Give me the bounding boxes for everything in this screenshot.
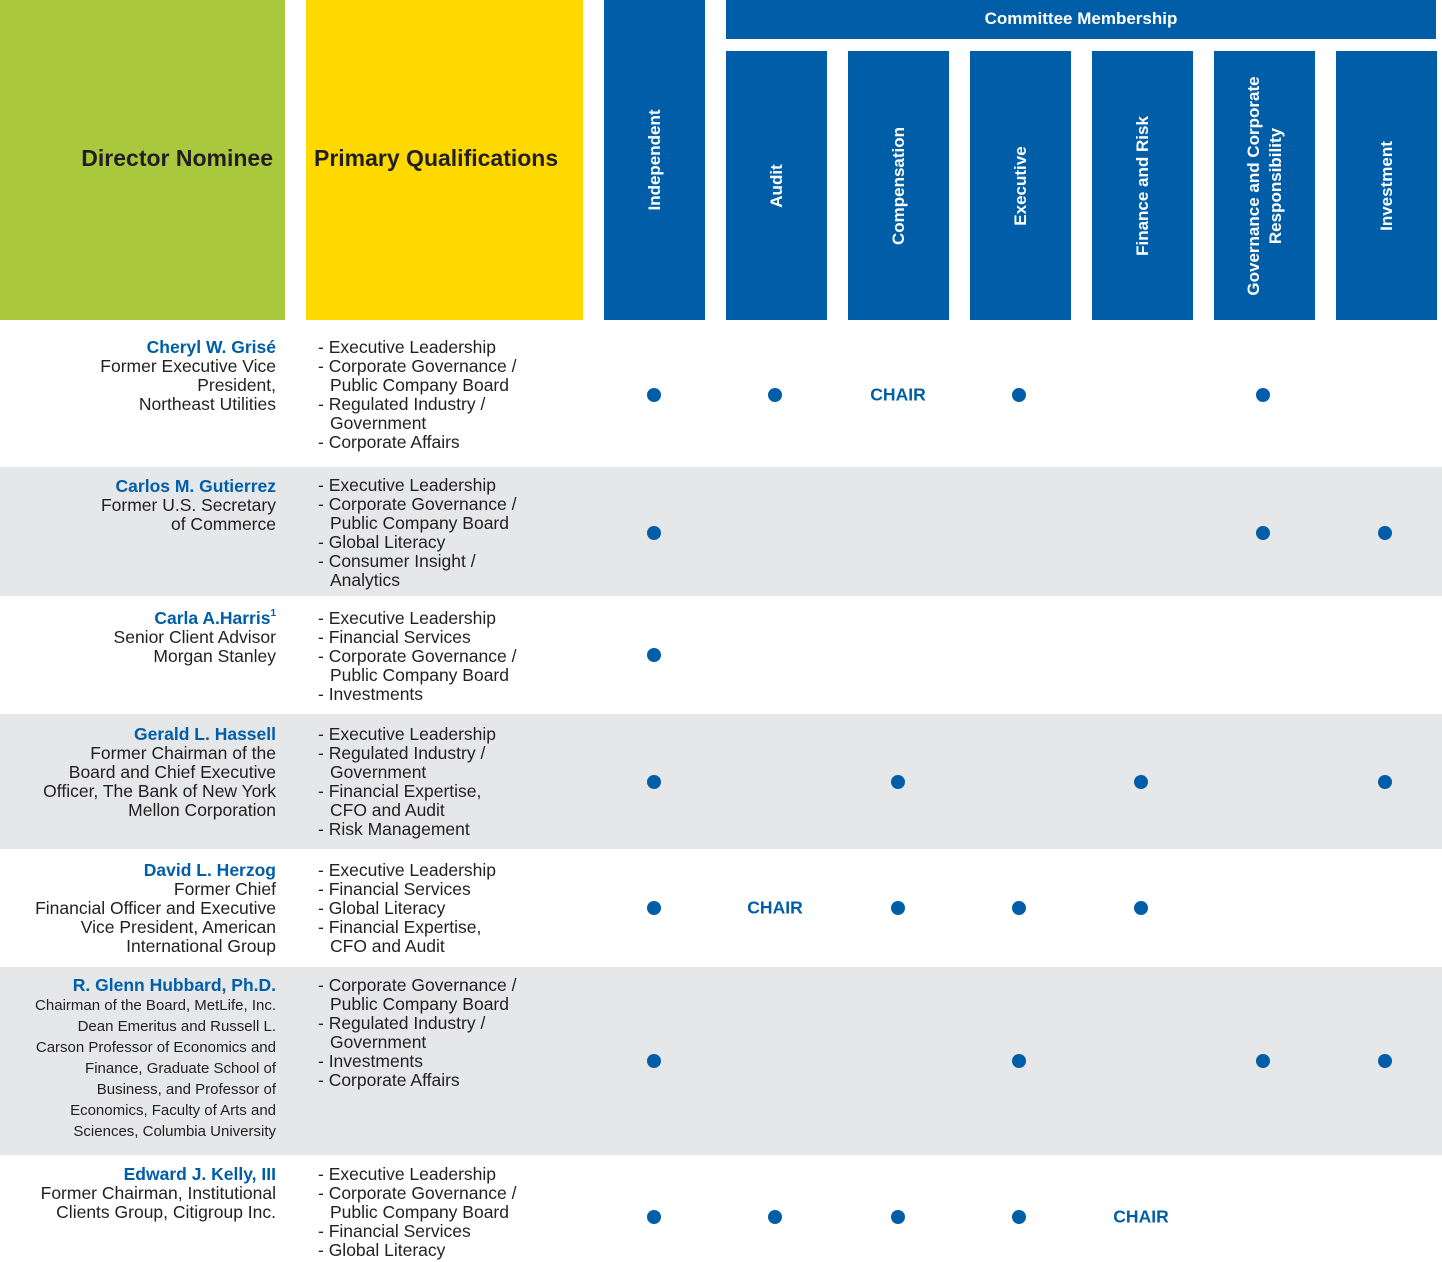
qualification-item: - Corporate Governance / Public Company Board <box>318 646 517 685</box>
governance-heading-line1: Governance and Corporate <box>1243 75 1263 296</box>
qualifications-list <box>318 861 496 956</box>
header-finance-risk <box>1092 51 1193 320</box>
investment-member-dot <box>1378 1054 1392 1068</box>
independent-heading: Independent <box>644 109 664 211</box>
director-title-line: Business, and Professor of <box>96 1081 276 1098</box>
investment-heading: Investment <box>1376 140 1396 231</box>
director-row <box>0 1155 1442 1262</box>
qualifications-list <box>318 976 516 1090</box>
executive-heading: Executive <box>1010 145 1030 226</box>
qualification-item: - Regulated Industry / Government <box>318 1013 486 1052</box>
qualification-item: - Executive Leadership <box>318 608 497 628</box>
compensation-chair-label: CHAIR <box>870 384 926 405</box>
governance-member-dot <box>1256 526 1270 540</box>
qualification-item: - Financial Services <box>318 1221 471 1241</box>
compensation-member-dot <box>891 1210 905 1224</box>
qualification-item: - Financial Services <box>318 879 471 899</box>
audit-member-dot <box>768 1210 782 1224</box>
director-title-line: President, <box>197 375 276 395</box>
qualification-item: - Risk Management <box>318 819 470 839</box>
governance-member-dot <box>1256 1054 1270 1068</box>
qualification-item: - Investments <box>318 684 424 704</box>
compensation-member-dot <box>891 901 905 915</box>
primary-qualifications-heading: Primary Qualifications <box>314 145 559 171</box>
independent-member-dot <box>647 648 661 662</box>
header-director-nominee <box>0 0 285 320</box>
qualification-item: - Executive Leadership <box>318 475 497 495</box>
governance-heading <box>1243 76 1287 295</box>
qualification-item: - Global Literacy <box>318 532 446 552</box>
director-name: Edward J. Kelly, III <box>123 1164 276 1184</box>
header-independent <box>604 0 705 320</box>
qualification-item: - Executive Leadership <box>318 860 497 880</box>
qualification-item: - Regulated Industry / Government <box>318 394 486 433</box>
qualification-item: - Regulated Industry / Government <box>318 743 486 782</box>
independent-member-dot <box>647 388 661 402</box>
header-investment <box>1336 51 1437 320</box>
compensation-heading: Compensation <box>888 126 908 245</box>
qualification-item: - Corporate Governance / Public Company Board <box>318 1183 517 1222</box>
director-title-line: Clients Group, Citigroup Inc. <box>56 1202 276 1222</box>
investment-member-dot <box>1378 526 1392 540</box>
director-row <box>0 596 1442 714</box>
director-info <box>43 725 276 820</box>
finance-risk-chair-label: CHAIR <box>1113 1206 1169 1227</box>
qualifications-list <box>318 476 516 590</box>
header-compensation <box>848 51 949 320</box>
director-name: David L. Herzog <box>143 860 276 880</box>
director-row <box>0 320 1442 467</box>
director-info <box>101 477 276 534</box>
director-title-line: Senior Client Advisor <box>113 627 276 647</box>
governance-member-dot <box>1256 388 1270 402</box>
qualification-item: - Executive Leadership <box>318 724 497 744</box>
director-name: Gerald L. Hassell <box>133 724 276 744</box>
qualifications-list <box>318 1165 516 1260</box>
director-nominee-heading: Director Nominee <box>81 145 273 171</box>
director-name: Carla A.Harris$^1$ <box>154 608 276 628</box>
qualification-item: - Consumer Insight / Analytics <box>318 551 476 590</box>
executive-member-dot <box>1012 1210 1026 1224</box>
qualifications-list <box>318 609 516 704</box>
director-title-line: Financial Officer and Executive <box>35 898 276 918</box>
director-info <box>35 976 276 1142</box>
header-primary-qualifications <box>306 0 583 320</box>
independent-member-dot <box>647 1210 661 1224</box>
qualifications-list <box>318 338 516 452</box>
director-title-line: of Commerce <box>170 514 276 534</box>
director-name: Carlos M. Gutierrez <box>115 476 276 496</box>
executive-member-dot <box>1012 901 1026 915</box>
qualification-item: - Corporate Governance / Public Company Board <box>318 494 517 533</box>
qualification-item: - Global Literacy <box>318 1240 446 1260</box>
header-governance <box>1214 51 1315 320</box>
director-title-line: International Group <box>126 936 276 956</box>
finance-risk-member-dot <box>1134 775 1148 789</box>
executive-member-dot <box>1012 388 1026 402</box>
director-title-line: Sciences, Columbia University <box>73 1123 276 1140</box>
director-title-line: Dean Emeritus and Russell L. <box>77 1018 276 1035</box>
director-title-line: Former U.S. Secretary <box>100 495 276 515</box>
qualification-item: - Financial Expertise, CFO and Audit <box>318 917 482 956</box>
director-row <box>0 849 1442 967</box>
director-row <box>0 967 1442 1155</box>
director-title-line: Northeast Utilities <box>138 394 276 414</box>
audit-chair-label: CHAIR <box>747 897 803 918</box>
finance-risk-member-dot <box>1134 901 1148 915</box>
qualification-item: - Corporate Affairs <box>318 1070 460 1090</box>
director-name: Cheryl W. Grisé <box>146 337 276 357</box>
audit-member-dot <box>768 388 782 402</box>
qualifications-list <box>318 725 496 839</box>
qualification-item: - Global Literacy <box>318 898 446 918</box>
finance-risk-heading: Finance and Risk <box>1132 115 1152 256</box>
director-title-line: Carson Professor of Economics and <box>35 1039 276 1056</box>
director-row <box>0 467 1442 596</box>
independent-member-dot <box>647 1054 661 1068</box>
director-title-line: Chairman of the Board, MetLife, Inc. <box>35 997 276 1014</box>
header-executive <box>970 51 1071 320</box>
director-title-line: Economics, Faculty of Arts and <box>70 1102 276 1119</box>
director-info <box>41 1165 276 1222</box>
director-info <box>100 338 276 414</box>
compensation-member-dot <box>891 775 905 789</box>
investment-member-dot <box>1378 775 1392 789</box>
qualification-item: - Corporate Governance / Public Company Board <box>318 975 517 1014</box>
qualification-item: - Executive Leadership <box>318 1164 497 1184</box>
independent-member-dot <box>647 775 661 789</box>
director-row <box>0 714 1442 849</box>
director-title-line: Former Chairman, Institutional <box>40 1183 276 1203</box>
director-name: R. Glenn Hubbard, Ph.D. <box>72 975 276 995</box>
governance-heading-line2: Responsibility <box>1265 127 1285 244</box>
director-title-line: Mellon Corporation <box>128 800 276 820</box>
director-title-line: Former Chief <box>173 879 276 899</box>
director-title-line: Former Executive Vice <box>100 356 276 376</box>
director-title-line: Morgan Stanley <box>153 646 276 666</box>
director-title-line: Vice President, American <box>80 917 276 937</box>
qualification-item: - Financial Expertise, CFO and Audit <box>318 781 482 820</box>
qualification-item: - Executive Leadership <box>318 337 497 357</box>
director-title-line: Finance, Graduate School of <box>85 1060 276 1077</box>
director-title-line: Board and Chief Executive <box>68 762 276 782</box>
audit-heading: Audit <box>766 163 786 208</box>
director-title-line: Officer, The Bank of New York <box>43 781 276 801</box>
director-info <box>114 609 276 666</box>
executive-member-dot <box>1012 1054 1026 1068</box>
qualification-item: - Corporate Governance / Public Company Board <box>318 356 517 395</box>
director-title-line: Former Chairman of the <box>90 743 276 763</box>
qualification-item: - Investments <box>318 1051 424 1071</box>
header-audit <box>726 51 827 320</box>
qualification-item: - Financial Services <box>318 627 471 647</box>
qualification-item: - Corporate Affairs <box>318 432 460 452</box>
director-info <box>35 861 276 956</box>
independent-member-dot <box>647 526 661 540</box>
committee-membership-heading: Committee Membership <box>726 0 1436 39</box>
footnote-marker: 1 <box>270 608 276 619</box>
independent-member-dot <box>647 901 661 915</box>
